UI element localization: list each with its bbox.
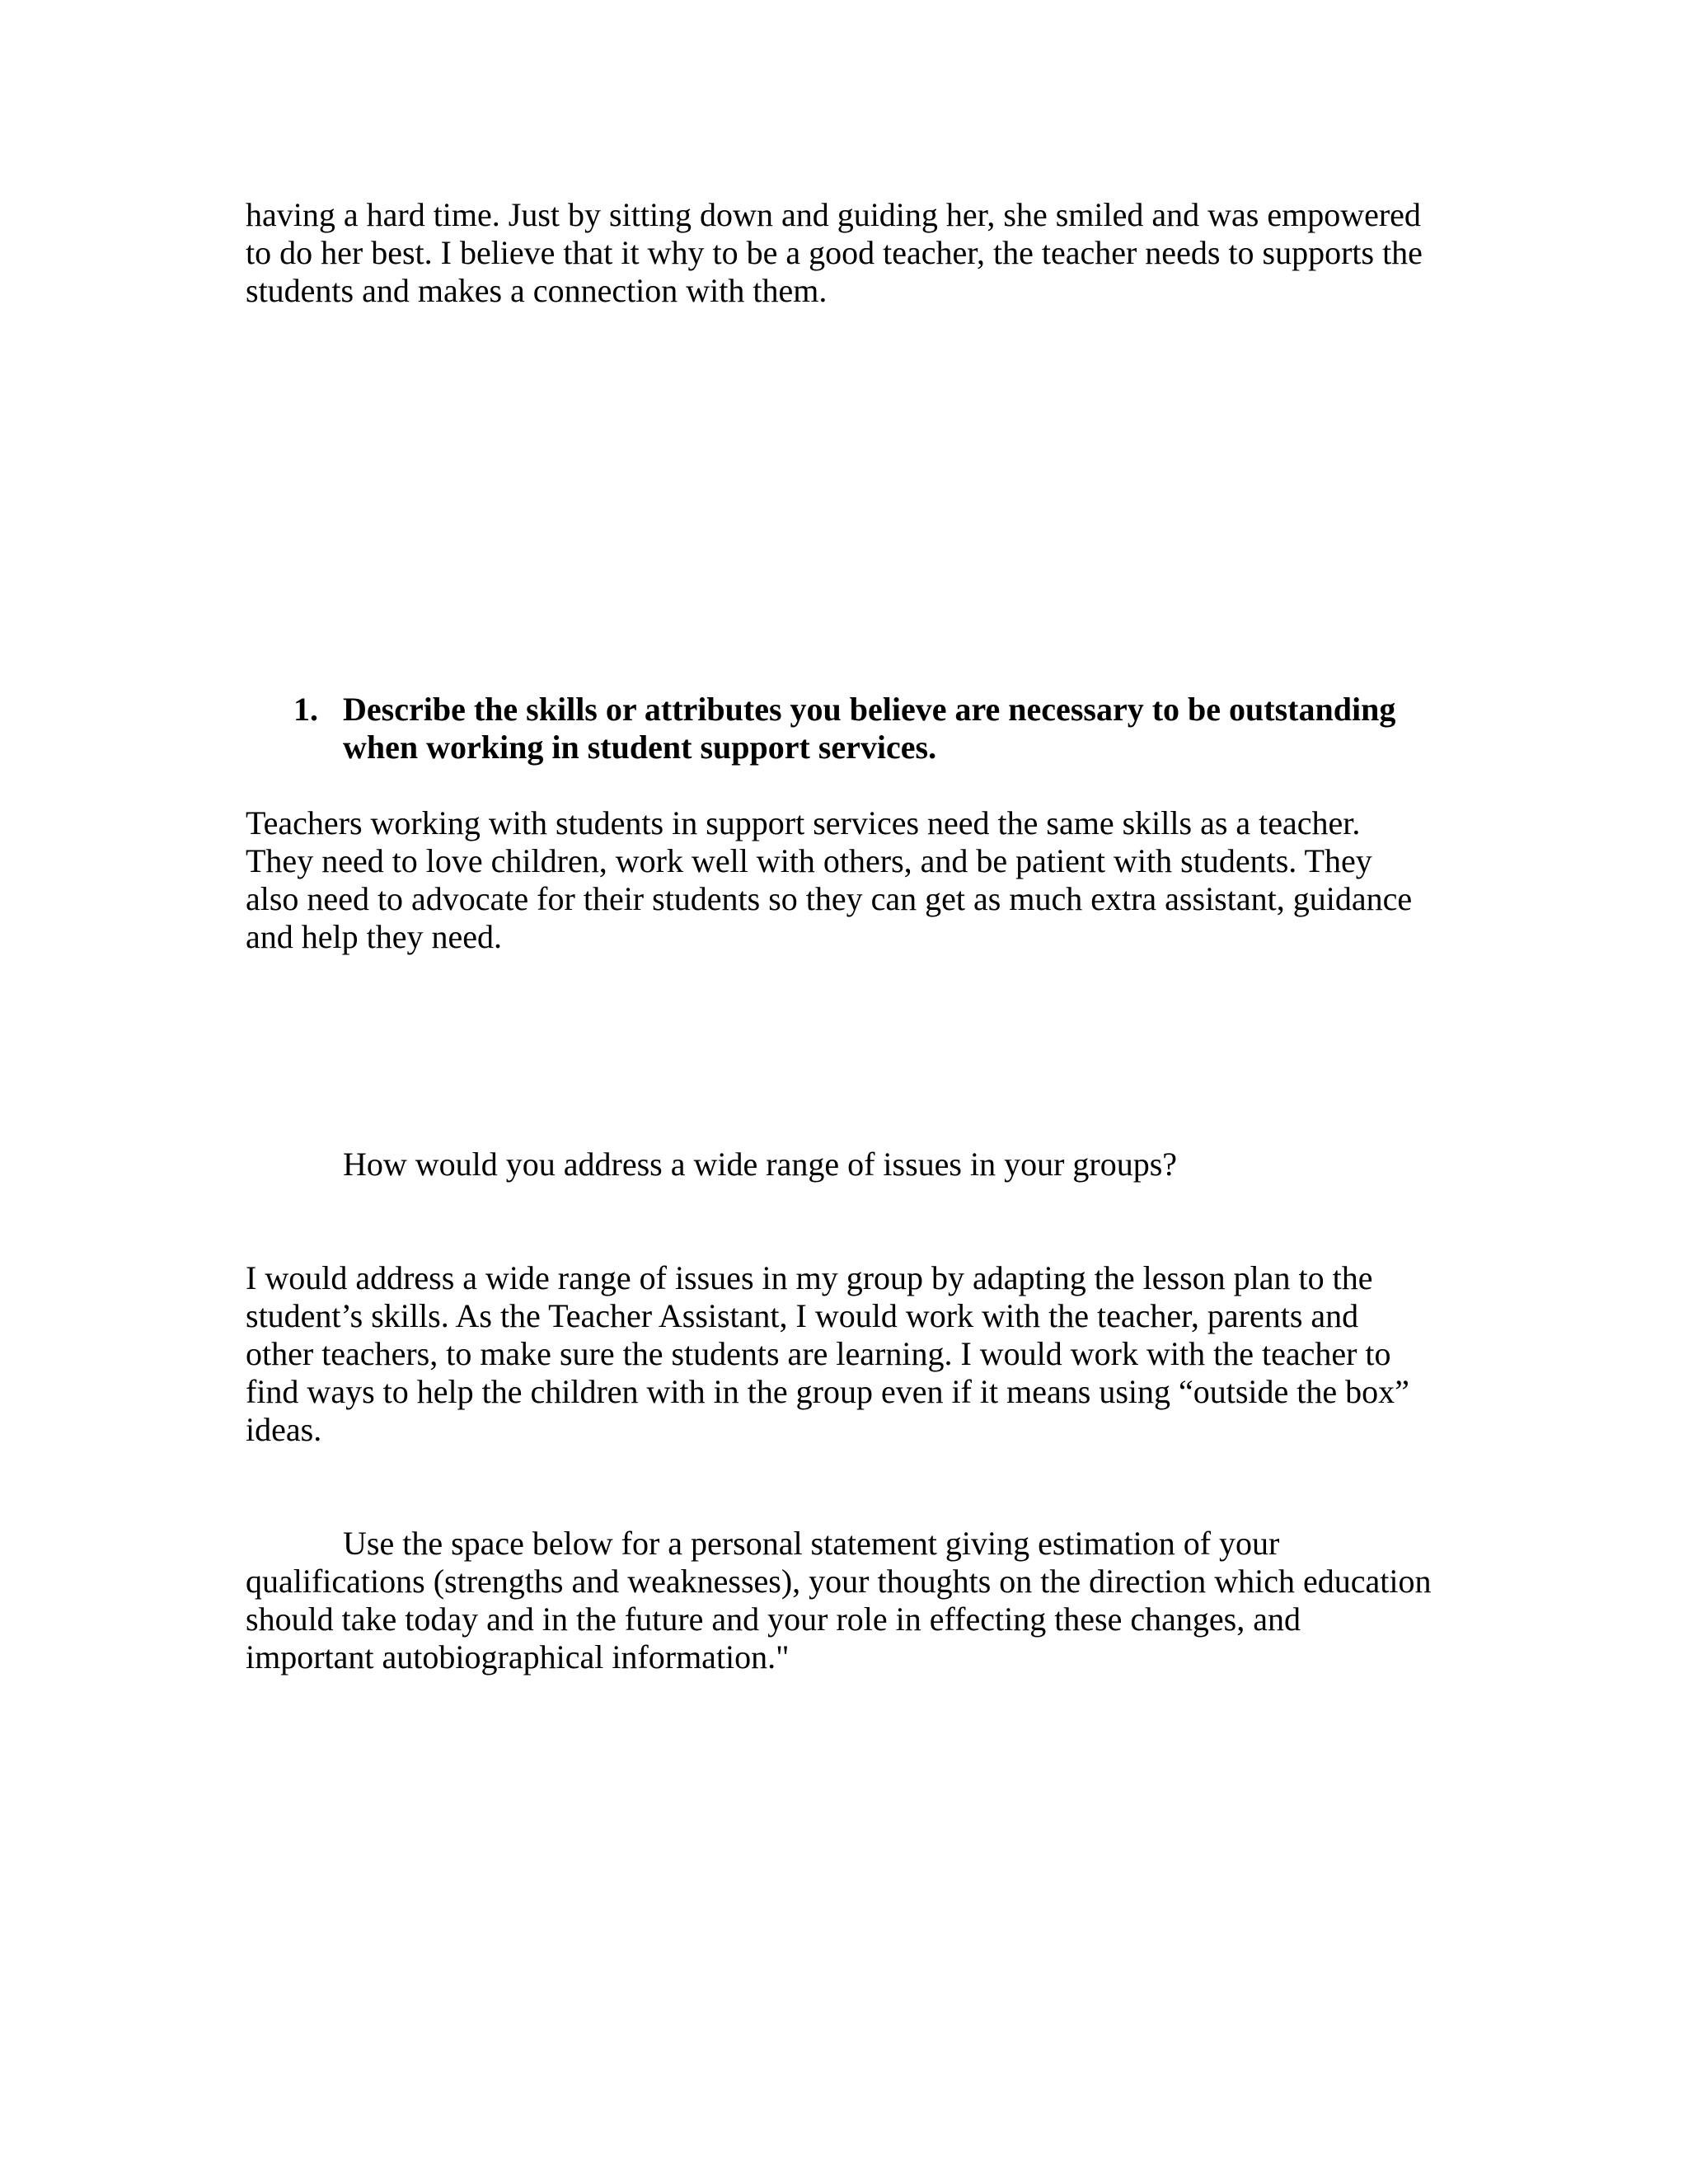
question-line: when working in student support services.: [343, 729, 937, 766]
prompt-line: important autobiographical information.": [246, 1638, 790, 1675]
paragraph-line: to do her best. I believe that it why to be a good teacher, the teacher needs to supports the: [246, 234, 1423, 271]
prompt-line: qualifications (strengths and weaknesses), your thoughts on the direction which education: [246, 1563, 1432, 1600]
answer-line: Teachers working with students in support services need the same skills as a teacher.: [246, 804, 1361, 841]
question-number: 1.: [293, 691, 318, 728]
answer-line: find ways to help the children with in the group even if it means using “outside the box”: [246, 1373, 1409, 1410]
question-line: How would you address a wide range of issues in your groups?: [343, 1146, 1178, 1183]
answer-line: other teachers, to make sure the students are learning. I would work with the teacher to: [246, 1335, 1391, 1372]
paragraph-line: having a hard time. Just by sitting down and guiding her, she smiled and was empowered: [246, 196, 1421, 233]
answer-line: and help they need.: [246, 918, 502, 955]
question-line: Describe the skills or attributes you believe are necessary to be outstanding: [343, 691, 1396, 728]
answer-line: student’s skills. As the Teacher Assistant, I would work with the teacher, parents and: [246, 1297, 1359, 1334]
prompt-line: should take today and in the future and your role in effecting these changes, and: [246, 1601, 1301, 1638]
answer-line: They need to love children, work well with others, and be patient with students. They: [246, 842, 1372, 879]
answer-line: ideas.: [246, 1411, 322, 1448]
answer-line: I would address a wide range of issues in my group by adapting the lesson plan to the: [246, 1259, 1373, 1296]
prompt-line: Use the space below for a personal statement giving estimation of your: [343, 1525, 1280, 1562]
answer-line: also need to advocate for their students so they can get as much extra assistant, guidance: [246, 880, 1413, 917]
paragraph-line: students and makes a connection with them.: [246, 272, 828, 309]
